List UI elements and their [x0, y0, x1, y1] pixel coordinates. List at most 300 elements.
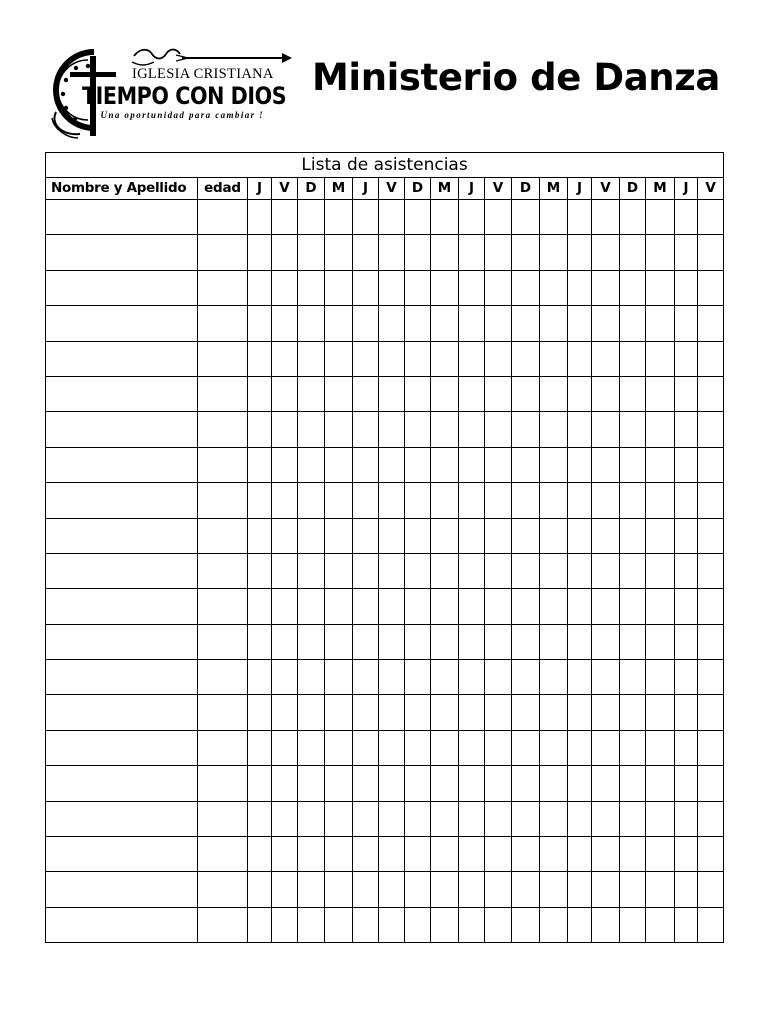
name-cell	[46, 447, 198, 482]
day-column-header: V	[592, 178, 620, 200]
attendance-cell	[325, 553, 353, 588]
attendance-cell	[675, 660, 698, 695]
attendance-cell	[592, 270, 620, 305]
day-column-header: D	[298, 178, 325, 200]
table-row	[46, 730, 724, 765]
age-cell	[198, 766, 248, 801]
attendance-cell	[405, 412, 431, 447]
age-cell	[198, 483, 248, 518]
attendance-cell	[646, 766, 675, 801]
attendance-cell	[646, 306, 675, 341]
attendance-cell	[592, 624, 620, 659]
attendance-cell	[353, 235, 379, 270]
attendance-cell	[675, 730, 698, 765]
attendance-cell	[459, 837, 485, 872]
table-row	[46, 235, 724, 270]
attendance-cell	[646, 695, 675, 730]
attendance-cell	[325, 341, 353, 376]
attendance-cell	[298, 730, 325, 765]
attendance-cell	[540, 872, 568, 907]
attendance-cell	[675, 837, 698, 872]
age-column-header: edad	[198, 178, 248, 200]
attendance-cell	[325, 837, 353, 872]
day-column-header: M	[325, 178, 353, 200]
attendance-cell	[512, 376, 540, 411]
attendance-cell	[646, 907, 675, 942]
attendance-cell	[431, 837, 459, 872]
attendance-cell	[646, 660, 675, 695]
age-cell	[198, 200, 248, 235]
attendance-cell	[298, 518, 325, 553]
attendance-cell	[512, 766, 540, 801]
attendance-cell	[620, 801, 646, 836]
attendance-cell	[675, 801, 698, 836]
attendance-cell	[379, 518, 405, 553]
attendance-cell	[459, 376, 485, 411]
table-row	[46, 624, 724, 659]
attendance-cell	[248, 730, 272, 765]
attendance-cell	[512, 624, 540, 659]
attendance-cell	[248, 553, 272, 588]
attendance-cell	[431, 589, 459, 624]
attendance-cell	[675, 553, 698, 588]
attendance-cell	[405, 907, 431, 942]
attendance-cell	[675, 589, 698, 624]
attendance-cell	[620, 306, 646, 341]
table-row	[46, 660, 724, 695]
attendance-cell	[646, 518, 675, 553]
attendance-cell	[325, 412, 353, 447]
attendance-cell	[620, 235, 646, 270]
attendance-cell	[353, 200, 379, 235]
attendance-cell	[272, 837, 298, 872]
attendance-cell	[272, 341, 298, 376]
attendance-cell	[379, 907, 405, 942]
table-row	[46, 376, 724, 411]
attendance-cell	[568, 872, 592, 907]
attendance-cell	[353, 766, 379, 801]
attendance-cell	[698, 518, 724, 553]
attendance-cell	[405, 695, 431, 730]
attendance-cell	[272, 518, 298, 553]
attendance-cell	[592, 376, 620, 411]
age-cell	[198, 872, 248, 907]
attendance-cell	[512, 730, 540, 765]
attendance-cell	[540, 306, 568, 341]
attendance-cell	[405, 376, 431, 411]
attendance-cell	[379, 235, 405, 270]
attendance-cell	[540, 412, 568, 447]
attendance-cell	[698, 624, 724, 659]
attendance-cell	[675, 376, 698, 411]
attendance-cell	[540, 907, 568, 942]
attendance-cell	[379, 872, 405, 907]
attendance-cell	[698, 872, 724, 907]
attendance-cell	[568, 376, 592, 411]
attendance-cell	[298, 341, 325, 376]
attendance-cell	[379, 766, 405, 801]
age-cell	[198, 589, 248, 624]
table-caption: Lista de asistencias	[46, 153, 724, 178]
attendance-cell	[298, 872, 325, 907]
day-column-header: J	[675, 178, 698, 200]
attendance-cell	[431, 306, 459, 341]
attendance-cell	[620, 553, 646, 588]
attendance-cell	[405, 801, 431, 836]
attendance-cell	[459, 483, 485, 518]
age-cell	[198, 376, 248, 411]
attendance-cell	[485, 235, 512, 270]
attendance-cell	[675, 235, 698, 270]
attendance-cell	[459, 270, 485, 305]
attendance-cell	[675, 872, 698, 907]
attendance-cell	[485, 200, 512, 235]
attendance-cell	[353, 837, 379, 872]
attendance-cell	[248, 660, 272, 695]
attendance-cell	[540, 447, 568, 482]
attendance-cell	[646, 730, 675, 765]
header-row	[46, 178, 724, 200]
attendance-cell	[646, 483, 675, 518]
attendance-cell	[485, 766, 512, 801]
attendance-cell	[272, 270, 298, 305]
attendance-cell	[485, 518, 512, 553]
attendance-cell	[698, 483, 724, 518]
attendance-cell	[272, 907, 298, 942]
attendance-cell	[325, 589, 353, 624]
attendance-cell	[646, 412, 675, 447]
attendance-cell	[353, 907, 379, 942]
attendance-cell	[298, 306, 325, 341]
attendance-cell	[512, 447, 540, 482]
attendance-cell	[379, 553, 405, 588]
attendance-cell	[620, 872, 646, 907]
attendance-cell	[620, 200, 646, 235]
attendance-cell	[431, 412, 459, 447]
attendance-cell	[459, 907, 485, 942]
attendance-cell	[353, 341, 379, 376]
day-column-header: V	[485, 178, 512, 200]
attendance-cell	[459, 553, 485, 588]
attendance-cell	[540, 553, 568, 588]
attendance-cell	[431, 483, 459, 518]
attendance-cell	[405, 589, 431, 624]
attendance-cell	[592, 695, 620, 730]
attendance-cell	[512, 341, 540, 376]
attendance-cell	[379, 730, 405, 765]
attendance-cell	[485, 660, 512, 695]
attendance-cell	[379, 306, 405, 341]
table-row	[46, 412, 724, 447]
attendance-cell	[592, 200, 620, 235]
attendance-cell	[620, 766, 646, 801]
attendance-cell	[353, 270, 379, 305]
attendance-cell	[675, 412, 698, 447]
attendance-cell	[485, 695, 512, 730]
attendance-cell	[675, 306, 698, 341]
attendance-cell	[512, 589, 540, 624]
table-row	[46, 200, 724, 235]
attendance-cell	[248, 306, 272, 341]
attendance-cell	[485, 730, 512, 765]
attendance-cell	[540, 341, 568, 376]
attendance-cell	[646, 624, 675, 659]
attendance-cell	[459, 766, 485, 801]
attendance-cell	[592, 660, 620, 695]
attendance-cell	[646, 447, 675, 482]
attendance-cell	[485, 306, 512, 341]
attendance-cell	[485, 624, 512, 659]
attendance-cell	[379, 589, 405, 624]
attendance-cell	[298, 376, 325, 411]
attendance-cell	[620, 376, 646, 411]
attendance-cell	[272, 412, 298, 447]
attendance-cell	[698, 695, 724, 730]
attendance-cell	[272, 660, 298, 695]
attendance-cell	[675, 447, 698, 482]
attendance-cell	[353, 660, 379, 695]
name-cell	[46, 306, 198, 341]
attendance-cell	[698, 660, 724, 695]
attendance-cell	[485, 907, 512, 942]
day-column-header: M	[646, 178, 675, 200]
attendance-cell	[698, 907, 724, 942]
day-column-header: M	[540, 178, 568, 200]
attendance-cell	[485, 341, 512, 376]
age-cell	[198, 518, 248, 553]
attendance-cell	[540, 624, 568, 659]
attendance-cell	[272, 376, 298, 411]
age-cell	[198, 730, 248, 765]
name-cell	[46, 695, 198, 730]
day-column-header: D	[405, 178, 431, 200]
attendance-cell	[568, 447, 592, 482]
attendance-cell	[646, 200, 675, 235]
attendance-cell	[620, 270, 646, 305]
name-cell	[46, 270, 198, 305]
attendance-cell	[431, 376, 459, 411]
attendance-cell	[325, 447, 353, 482]
attendance-cell	[459, 235, 485, 270]
attendance-cell	[248, 837, 272, 872]
attendance-cell	[568, 306, 592, 341]
attendance-cell	[325, 766, 353, 801]
attendance-cell	[568, 660, 592, 695]
attendance-cell	[405, 235, 431, 270]
attendance-cell	[431, 447, 459, 482]
attendance-cell	[431, 801, 459, 836]
table-row	[46, 907, 724, 942]
attendance-cell	[512, 907, 540, 942]
table-row	[46, 695, 724, 730]
age-cell	[198, 660, 248, 695]
age-cell	[198, 695, 248, 730]
attendance-cell	[592, 306, 620, 341]
attendance-cell	[325, 872, 353, 907]
day-column-header: J	[568, 178, 592, 200]
attendance-cell	[353, 306, 379, 341]
attendance-cell	[485, 837, 512, 872]
table-row	[46, 766, 724, 801]
attendance-cell	[298, 447, 325, 482]
attendance-cell	[431, 695, 459, 730]
day-column-header: D	[512, 178, 540, 200]
attendance-cell	[646, 270, 675, 305]
attendance-cell	[353, 624, 379, 659]
attendance-cell	[568, 589, 592, 624]
attendance-cell	[248, 624, 272, 659]
name-cell	[46, 376, 198, 411]
attendance-cell	[298, 553, 325, 588]
attendance-cell	[325, 200, 353, 235]
attendance-cell	[379, 624, 405, 659]
attendance-cell	[568, 695, 592, 730]
attendance-cell	[620, 341, 646, 376]
attendance-cell	[568, 412, 592, 447]
attendance-cell	[405, 730, 431, 765]
attendance-cell	[646, 553, 675, 588]
attendance-cell	[540, 483, 568, 518]
attendance-cell	[272, 235, 298, 270]
attendance-cell	[379, 660, 405, 695]
attendance-cell	[485, 589, 512, 624]
attendance-cell	[379, 270, 405, 305]
attendance-cell	[620, 483, 646, 518]
attendance-cell	[325, 376, 353, 411]
attendance-cell	[431, 766, 459, 801]
age-cell	[198, 553, 248, 588]
attendance-cell	[353, 447, 379, 482]
attendance-cell	[568, 624, 592, 659]
name-cell	[46, 518, 198, 553]
attendance-cell	[272, 766, 298, 801]
attendance-cell	[459, 306, 485, 341]
attendance-cell	[325, 235, 353, 270]
attendance-cell	[379, 837, 405, 872]
attendance-cell	[646, 837, 675, 872]
attendance-cell	[431, 518, 459, 553]
attendance-cell	[620, 518, 646, 553]
table-row	[46, 341, 724, 376]
name-cell	[46, 837, 198, 872]
table-row	[46, 447, 724, 482]
attendance-cell	[272, 200, 298, 235]
attendance-cell	[675, 766, 698, 801]
attendance-cell	[272, 306, 298, 341]
attendance-cell	[675, 200, 698, 235]
attendance-cell	[353, 412, 379, 447]
attendance-cell	[431, 660, 459, 695]
attendance-cell	[540, 660, 568, 695]
attendance-cell	[512, 200, 540, 235]
attendance-cell	[568, 766, 592, 801]
attendance-cell	[540, 589, 568, 624]
attendance-cell	[248, 270, 272, 305]
attendance-cell	[592, 483, 620, 518]
attendance-cell	[379, 483, 405, 518]
attendance-cell	[620, 660, 646, 695]
attendance-cell	[405, 872, 431, 907]
attendance-cell	[698, 341, 724, 376]
name-cell	[46, 660, 198, 695]
attendance-cell	[272, 483, 298, 518]
name-cell	[46, 907, 198, 942]
attendance-cell	[592, 872, 620, 907]
attendance-cell	[698, 412, 724, 447]
attendance-cell	[272, 589, 298, 624]
day-column-header: V	[379, 178, 405, 200]
attendance-cell	[512, 306, 540, 341]
attendance-cell	[353, 589, 379, 624]
attendance-cell	[353, 483, 379, 518]
attendance-cell	[592, 553, 620, 588]
attendance-cell	[592, 837, 620, 872]
attendance-cell	[620, 589, 646, 624]
name-cell	[46, 730, 198, 765]
attendance-cell	[325, 306, 353, 341]
attendance-cell	[431, 341, 459, 376]
name-cell	[46, 801, 198, 836]
attendance-cell	[248, 376, 272, 411]
attendance-cell	[248, 341, 272, 376]
attendance-cell	[431, 553, 459, 588]
attendance-cell	[540, 837, 568, 872]
attendance-cell	[540, 695, 568, 730]
attendance-cell	[248, 801, 272, 836]
attendance-cell	[568, 200, 592, 235]
name-cell	[46, 589, 198, 624]
attendance-cell	[592, 730, 620, 765]
table-row	[46, 589, 724, 624]
attendance-cell	[568, 270, 592, 305]
age-cell	[198, 412, 248, 447]
table-row	[46, 553, 724, 588]
attendance-cell	[698, 589, 724, 624]
attendance-cell	[592, 589, 620, 624]
attendance-cell	[248, 518, 272, 553]
name-cell	[46, 235, 198, 270]
attendance-cell	[248, 483, 272, 518]
attendance-cell	[325, 730, 353, 765]
attendance-cell	[592, 518, 620, 553]
age-cell	[198, 801, 248, 836]
attendance-cell	[512, 660, 540, 695]
attendance-cell	[272, 872, 298, 907]
attendance-cell	[485, 801, 512, 836]
attendance-cell	[540, 270, 568, 305]
attendance-cell	[298, 766, 325, 801]
attendance-cell	[620, 447, 646, 482]
attendance-cell	[379, 376, 405, 411]
day-column-header: J	[248, 178, 272, 200]
attendance-cell	[431, 624, 459, 659]
attendance-cell	[272, 447, 298, 482]
logo-motto-text: ¡ Una oportunidad para cambiar !	[92, 110, 265, 120]
attendance-cell	[459, 589, 485, 624]
attendance-cell	[459, 624, 485, 659]
attendance-cell	[568, 518, 592, 553]
attendance-cell	[459, 695, 485, 730]
attendance-cell	[592, 447, 620, 482]
attendance-cell	[485, 270, 512, 305]
attendance-cell	[379, 801, 405, 836]
attendance-cell	[698, 376, 724, 411]
table-row	[46, 872, 724, 907]
attendance-cell	[646, 341, 675, 376]
attendance-cell	[568, 801, 592, 836]
attendance-cell	[512, 483, 540, 518]
attendance-cell	[485, 872, 512, 907]
